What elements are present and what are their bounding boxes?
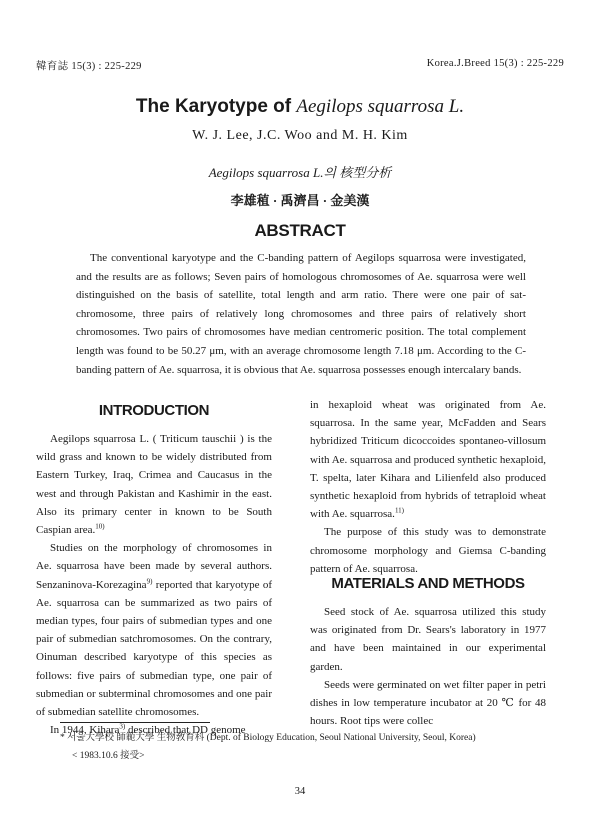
footnote-received: < 1983.10.6 接受> (72, 751, 145, 761)
abstract-body (76, 249, 526, 379)
korean-authors: 李雄稙 · 禹濟昌 · 金美漢 (230, 193, 370, 208)
right-column-methods (310, 603, 546, 730)
page-number: 34 (294, 786, 306, 797)
intro-paragraph-3: In 1944, Kihara$^{3)}$ described that DD genome (50, 722, 246, 737)
title-species: Aegilops squarrosa L. (296, 96, 465, 117)
intro-paragraph-2: Studies on the morphology of chromosomes in Ae. squarrosa have been made by several authors. Senzaninova-Korezagina$^{9)}$ reported that karyotype of Ae. squarrosa can be summarized as two pairs of median types, four pairs of submedian types and one pair of submedian satchromosomes. On the contrary, Oinuman described karyotype of this species as follows: five pairs of submedian type, one pair of submedian or subterminal chromosomes and one pair of submedian satellite chromosomes. (36, 542, 272, 719)
korean-title: Aegilops squarrosa L.의 核型分析 (208, 165, 392, 180)
authors: W. J. Lee, J.C. Woo and M. H. Kim (192, 128, 408, 143)
footnote-affiliation: * 서울大學校 師範大學 生物敎育科 (Dept. of Biology Education, Seoul National University, Seoul, Korea) (60, 733, 476, 743)
methods-paragraph-1: Seed stock of Ae. squarrosa utilized this study was originated from Dr. Sears's laboratory in 1977 and have been maintained in our experimental garden. (310, 606, 546, 673)
introduction-heading: INTRODUCTION (98, 402, 210, 419)
right-column-intro (310, 396, 546, 578)
title-prefix: The Karyotype of (135, 96, 297, 117)
left-column (36, 430, 272, 739)
intro-paragraph-4: in hexaploid wheat was originated from Ae. squarrosa. In the same year, McFadden and Sears hybridized Triticum dicoccoides spontaneo-villosum with Ae. squarrosa and produced synthetic hexaploid, T. spelta, later Kihara and Lilienfeld also produced synthetic hexaploid from hybrids of tetraploid wheat with Ae. squarrosa.$^{11)}$ (310, 399, 546, 521)
journal-header-right: Korea.J.Breed 15(3) : 225-229 (426, 58, 564, 69)
abstract-heading: ABSTRACT (254, 221, 346, 240)
journal-header-left: 韓育誌 15(3) : 225-229 (36, 61, 142, 72)
abstract-text: The conventional karyotype and the C-banding pattern of Aegilops squarrosa were investigated, and the results are as follows; Seven pairs of homologous chromosomes of Ae. squarrosa were well distinguished on the basis of satellite, total length and arm ratio. There were one pair of sat-chromosome, three pairs of relatively long chromosomes and three pairs of relatively short chromosomes. Two pairs of chromosomes have median centromeric position. The total complement length was found to be 50.27 μm, with an average chromosome length 7.18 μm. According to the C-banding pattern of Ae. squarrosa, it is obvious that Ae. squarrosa possesses enough intercalary bands. (76, 252, 526, 376)
footnote-rule (60, 722, 210, 723)
methods-heading: MATERIALS AND METHODS (331, 575, 525, 592)
intro-paragraph-1: Aegilops squarrosa L. ( Triticum tauschii ) is the wild grass and known to be widely distributed from Eastern Turkey, Iraq, Crimea and Caucasus in the west and through Pakistan and Kashimir in the east. Also its primary center in known to be South Caspian area.$^{10)}$ (36, 433, 272, 537)
methods-paragraph-2: Seeds were germinated on wet filter paper in petri dishes in low temperature incubator at 20 ℃ for 48 hours. Root tips were collec (310, 678, 546, 728)
paper-title (0, 96, 600, 118)
intro-paragraph-5: The purpose of this study was to demonstrate chromosome morphology and Giemsa C-banding pattern of Ae. squarrosa. (310, 526, 546, 575)
